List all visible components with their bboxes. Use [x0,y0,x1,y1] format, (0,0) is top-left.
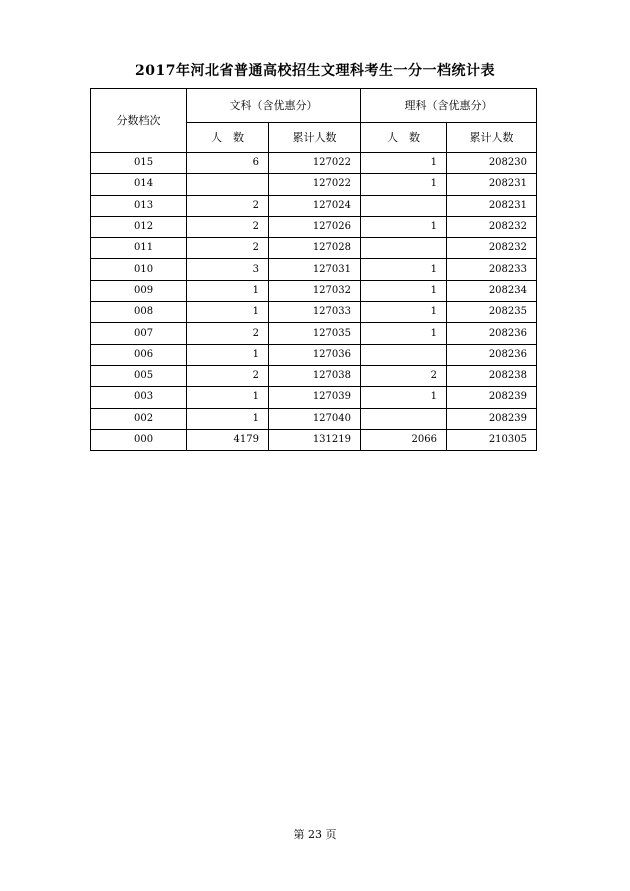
page-number: 第 23 页 [293,828,337,841]
score-cell: 007 [91,323,187,344]
header-wenke: 文科（含优惠分） [187,89,361,123]
wenke-count-cell: 2 [187,238,269,259]
wenke-cumulative-cell: 127035 [269,323,361,344]
score-cell: 014 [91,174,187,195]
header-score: 分数档次 [91,89,187,153]
subheader-like-cumulative: 累计人数 [447,123,537,153]
wenke-cumulative-cell: 127031 [269,259,361,280]
header-like: 理科（含优惠分） [361,89,537,123]
wenke-count-cell: 3 [187,259,269,280]
wenke-count-cell [187,174,269,195]
like-count-cell: 1 [361,323,447,344]
score-cell: 012 [91,216,187,237]
score-cell: 011 [91,238,187,259]
like-cumulative-cell: 208235 [447,302,537,323]
like-count-cell: 2 [361,365,447,386]
wenke-count-cell: 2 [187,195,269,216]
table-row [91,408,537,429]
like-count-cell: 1 [361,216,447,237]
table-row [91,153,537,174]
wenke-count-cell: 1 [187,344,269,365]
like-cumulative-cell: 208230 [447,153,537,174]
score-cell: 008 [91,302,187,323]
like-count-cell: 1 [361,387,447,408]
wenke-cumulative-cell: 127038 [269,365,361,386]
wenke-cumulative-cell: 127024 [269,195,361,216]
wenke-cumulative-cell: 127033 [269,302,361,323]
wenke-cumulative-cell: 127022 [269,153,361,174]
like-cumulative-cell: 208231 [447,174,537,195]
wenke-count-cell: 6 [187,153,269,174]
table-header-row [91,89,537,123]
like-count-cell [361,238,447,259]
wenke-cumulative-cell: 127039 [269,387,361,408]
wenke-count-cell: 2 [187,323,269,344]
score-cell: 000 [91,429,187,450]
like-cumulative-cell: 208234 [447,280,537,301]
wenke-cumulative-cell: 127022 [269,174,361,195]
like-count-cell [361,344,447,365]
score-cell: 002 [91,408,187,429]
score-cell: 006 [91,344,187,365]
like-cumulative-cell: 208231 [447,195,537,216]
wenke-count-cell: 1 [187,408,269,429]
score-cell: 013 [91,195,187,216]
table-row [91,238,537,259]
like-cumulative-cell: 208238 [447,365,537,386]
table-row [91,365,537,386]
subheader-wenke-cumulative: 累计人数 [269,123,361,153]
like-count-cell: 1 [361,174,447,195]
like-count-cell: 1 [361,259,447,280]
wenke-count-cell: 2 [187,365,269,386]
table-row [91,259,537,280]
page-title: 2017年河北省普通高校招生文理科考生一分一档统计表 [135,63,495,79]
like-count-cell: 1 [361,280,447,301]
like-cumulative-cell: 208239 [447,408,537,429]
like-count-cell: 1 [361,302,447,323]
subheader-wenke-count: 人 数 [187,123,269,153]
like-cumulative-cell: 208232 [447,238,537,259]
table-row [91,280,537,301]
wenke-cumulative-cell: 127028 [269,238,361,259]
wenke-cumulative-cell: 127026 [269,216,361,237]
like-count-cell [361,195,447,216]
like-cumulative-cell: 208236 [447,323,537,344]
like-count-cell [361,408,447,429]
score-cell: 010 [91,259,187,280]
like-cumulative-cell: 208233 [447,259,537,280]
table-row [91,429,537,450]
like-count-cell: 1 [361,153,447,174]
table-row [91,344,537,365]
table-row [91,323,537,344]
subheader-like-count: 人 数 [361,123,447,153]
score-distribution-table [90,88,537,451]
table-row [91,302,537,323]
score-cell: 009 [91,280,187,301]
like-cumulative-cell: 208239 [447,387,537,408]
table-row [91,195,537,216]
like-cumulative-cell: 208236 [447,344,537,365]
table-row [91,387,537,408]
table-row [91,216,537,237]
wenke-count-cell: 1 [187,302,269,323]
wenke-count-cell: 1 [187,387,269,408]
like-cumulative-cell: 208232 [447,216,537,237]
like-count-cell: 2066 [361,429,447,450]
wenke-count-cell: 2 [187,216,269,237]
score-cell: 015 [91,153,187,174]
wenke-count-cell: 1 [187,280,269,301]
score-cell: 003 [91,387,187,408]
score-cell: 005 [91,365,187,386]
wenke-cumulative-cell: 127032 [269,280,361,301]
like-cumulative-cell: 210305 [447,429,537,450]
wenke-cumulative-cell: 127040 [269,408,361,429]
wenke-count-cell: 4179 [187,429,269,450]
wenke-cumulative-cell: 131219 [269,429,361,450]
wenke-cumulative-cell: 127036 [269,344,361,365]
table-row [91,174,537,195]
